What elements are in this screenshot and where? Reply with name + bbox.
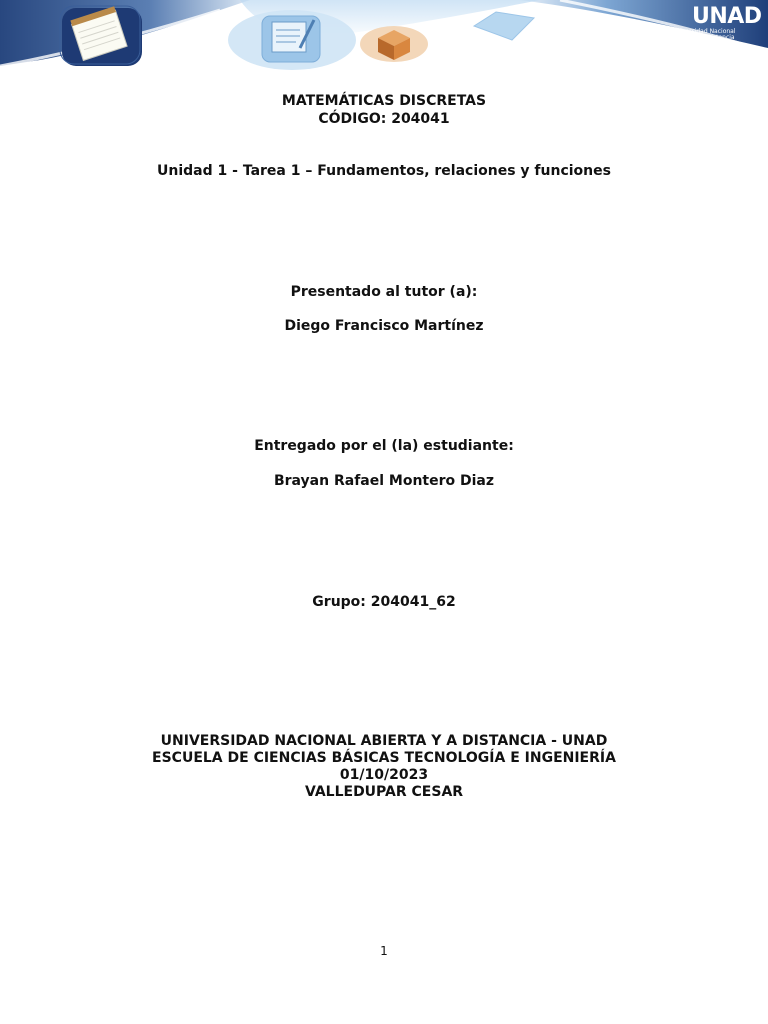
header-banner xyxy=(0,0,768,90)
header-graphic xyxy=(0,0,768,90)
course-code: CÓDIGO: 204041 xyxy=(318,111,450,127)
city-name: VALLEDUPAR CESAR xyxy=(304,784,464,800)
tutor-name: Diego Francisco Martínez xyxy=(284,318,484,334)
course-title: MATEMÁTICAS DISCRETAS xyxy=(281,93,487,109)
logo-text: UNAD xyxy=(692,4,762,29)
logo-caption: Universidad Nacional Abierta y a Distancia xyxy=(672,28,736,41)
tile-icon xyxy=(474,12,534,40)
task-title: Unidad 1 - Tarea 1 – Fundamentos, relaciones y funciones xyxy=(157,163,611,179)
student-name: Brayan Rafael Montero Diaz xyxy=(273,473,495,489)
tutor-label: Presentado al tutor (a): xyxy=(290,284,478,300)
school-name: ESCUELA DE CIENCIAS BÁSICAS TECNOLOGÍA E INGENIERÍA xyxy=(152,750,616,766)
student-label: Entregado por el (la) estudiante: xyxy=(254,438,514,454)
unad-logo xyxy=(670,4,762,44)
group-label: Grupo: 204041_62 xyxy=(312,594,456,610)
university-name: UNIVERSIDAD NACIONAL ABIERTA Y A DISTANCIA - UNAD xyxy=(160,733,608,749)
page-number: 1 xyxy=(380,944,388,958)
submission-date: 01/10/2023 xyxy=(339,767,429,783)
notepad-icon xyxy=(60,6,142,66)
cube-icon xyxy=(360,26,428,62)
clipboard-icon xyxy=(228,10,356,70)
